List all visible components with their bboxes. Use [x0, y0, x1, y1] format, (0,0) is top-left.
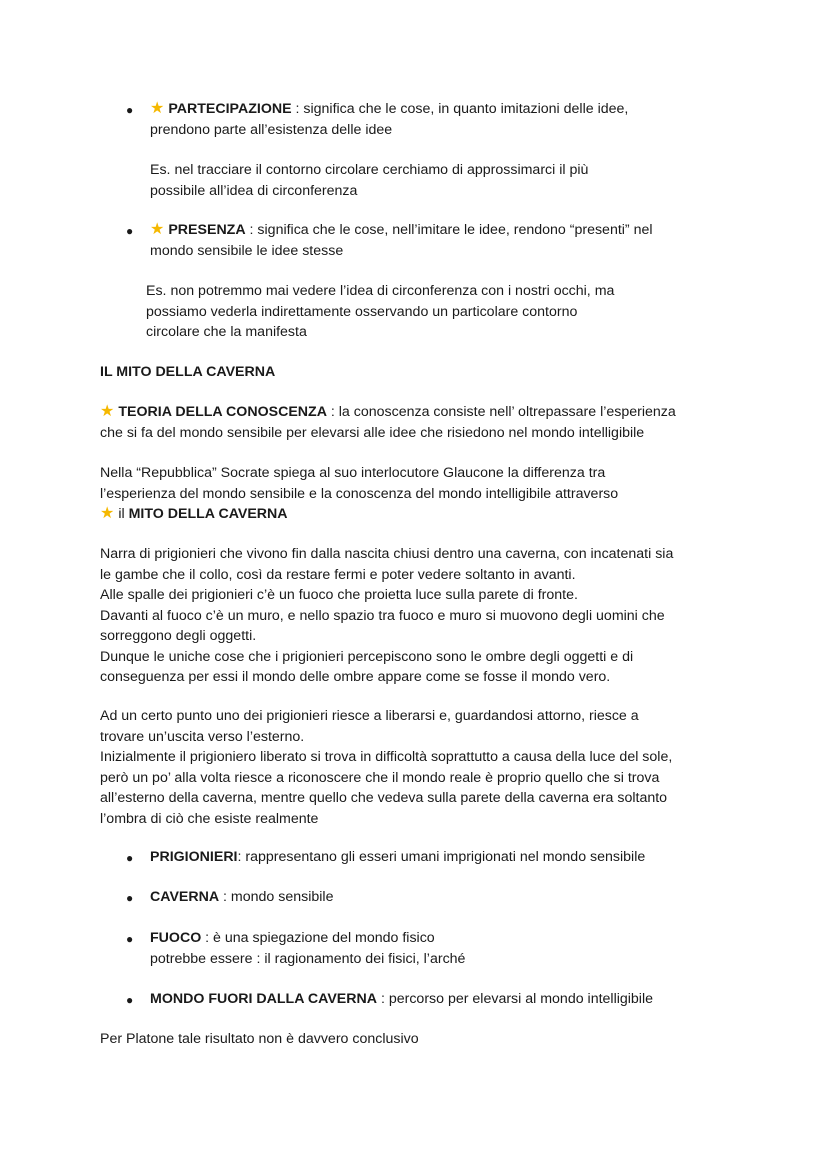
repubblica-paragraph: Nella “Repubblica” Socrate spiega al suo interlocutore Glaucone la differenza tra l’esperienza del mondo sensibile e la conoscenza del mondo intelligibile attraverso ★ il MITO DELLA CAVERNA — [100, 465, 619, 522]
partecipazione-item: ★ PARTECIPAZIONE : significa che le cose, in quanto imitazioni delle idee, prendono parte all’esistenza delle idee — [150, 100, 629, 138]
narra-paragraph: Narra di prigionieri che vivono fin dalla nascita chiusi dentro una caverna, con incatenati sia le gambe che il collo, così da restare fermi e poter vedere soltanto in avanti. Alle spalle dei prigionieri c’è un fuoco che proietta luce sulla parete di fronte. Davanti al fuoco c’è un muro, e nello spazio tra fuoco e muro si muovono degli uomini che sorreggono degli oggetti. Dunque le uniche cose che i prigionieri percepiscono sono le ombre degli oggetti e di conseguenza per essi il mondo delle ombre appare come se fosse il mondo vero. — [100, 546, 674, 685]
presenza-term: PRESENZA — [168, 222, 246, 238]
partecipazione-example: Es. nel tracciare il contorno circolare cerchiamo di approssimarci il più possibile all’idea di circonferenza — [150, 162, 589, 199]
list-item: FUOCO : è una spiegazione del mondo fisico potrebbe essere : il ragionamento dei fisici, l’arché — [150, 930, 466, 967]
presenza-item: ★ PRESENZA : significa che le cose, nell’imitare le idee, rendono “presenti” nel mondo sensibile le idee stesse — [150, 221, 653, 259]
bullet-dot-icon: ● — [126, 851, 134, 865]
star-icon: ★ — [150, 100, 165, 117]
list-item: MONDO FUORI DALLA CAVERNA : percorso per elevarsi al mondo intelligibile — [150, 991, 654, 1007]
bullet-dot-icon: ● — [126, 891, 134, 905]
bullet-dot-icon: ● — [126, 993, 134, 1007]
section-heading: IL MITO DELLA CAVERNA — [100, 364, 276, 380]
teoria-paragraph: ★ TEORIA DELLA CONOSCENZA : la conoscenza consiste nell’ oltrepassare l’esperienza che si fa del mondo sensibile per elevarsi alle idee che risiedono nel mondo intelligibile — [100, 403, 676, 441]
star-icon: ★ — [100, 505, 115, 522]
liberarsi-paragraph: Ad un certo punto uno dei prigionieri riesce a liberarsi e, guardandosi attorno, riesce a trovare un’uscita verso l’esterno. Inizialmente il prigioniero liberato si trova in difficoltà soprattutto a causa della luce del sole, però un po’ alla volta riesce a riconoscere che il mondo reale è proprio quello che si trova all’esterno della caverna, mentre quello che vedeva sulla parete della caverna era soltanto l’ombra di ciò che esiste realmente — [100, 708, 673, 827]
bullet-dot-icon: ● — [126, 224, 134, 238]
bullet-dot-icon: ● — [126, 932, 134, 946]
star-icon: ★ — [100, 403, 115, 420]
teoria-term: TEORIA DELLA CONOSCENZA — [118, 404, 327, 420]
star-icon: ★ — [150, 221, 165, 238]
bullet-dot-icon: ● — [126, 103, 134, 117]
list-item: CAVERNA : mondo sensibile — [150, 889, 334, 905]
partecipazione-term: PARTECIPAZIONE — [168, 101, 292, 117]
presenza-example: Es. non potremmo mai vedere l’idea di circonferenza con i nostri occhi, ma possiamo vederla indirettamente osservando un particolare contorno circolare che la manifesta — [146, 283, 615, 340]
list-item: PRIGIONIERI: rappresentano gli esseri umani imprigionati nel mondo sensibile — [150, 849, 646, 865]
conclusion-paragraph: Per Platone tale risultato non è davvero conclusivo — [100, 1031, 419, 1047]
